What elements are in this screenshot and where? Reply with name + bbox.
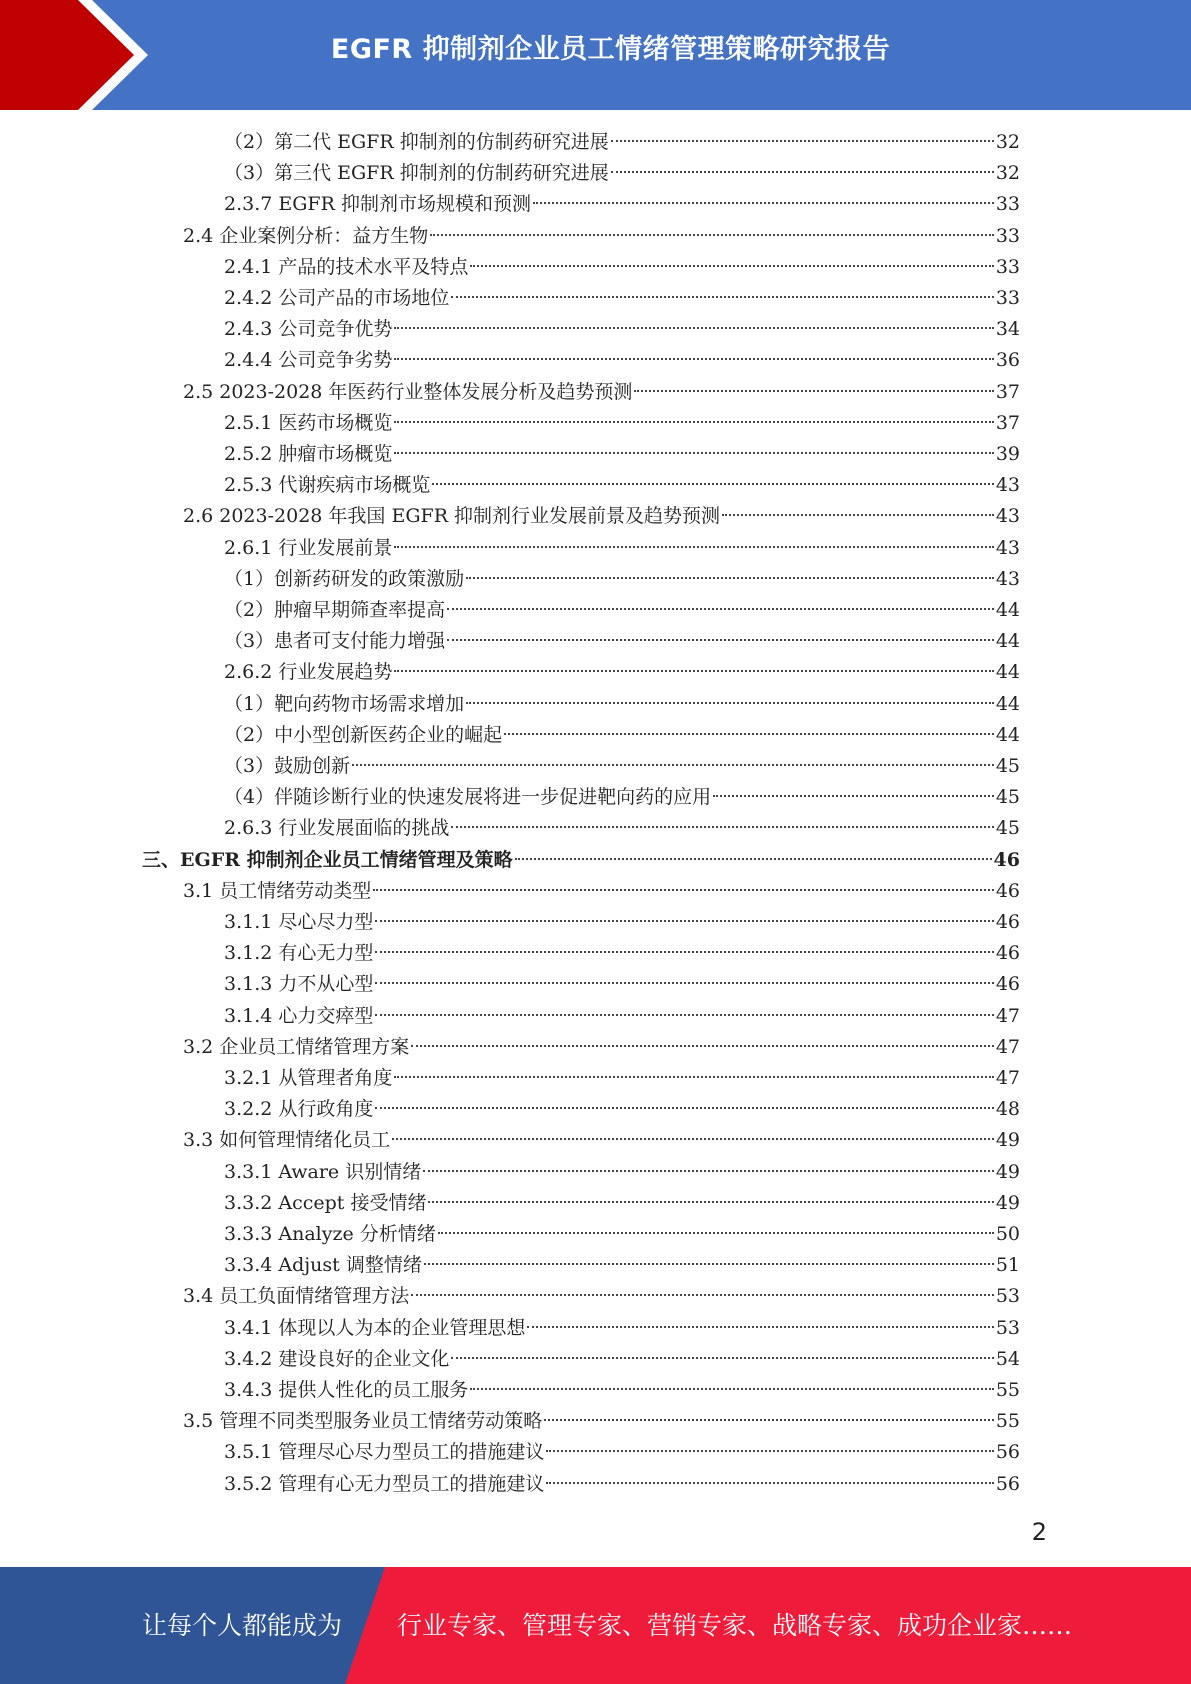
toc-entry-label: 3.1.4 心力交瘁型: [224, 1004, 374, 1027]
toc-entry-label: 2.4.4 公司竞争劣势: [224, 349, 393, 372]
toc-entry-label: 3.3.1 Aware 识别情绪: [224, 1160, 422, 1183]
toc-entry-label: 3.3 如何管理情绪化员工: [183, 1129, 391, 1152]
toc-dot-leader: [470, 265, 993, 267]
toc-entry-page: 56: [995, 1472, 1020, 1495]
toc-entry[interactable]: [224, 969, 1020, 1000]
toc-entry-label: （1）创新药研发的政策激励: [224, 567, 465, 590]
toc-entry-page: 32: [995, 131, 1020, 153]
toc-entry[interactable]: [224, 1188, 1020, 1219]
toc-entry-page: 45: [995, 755, 1020, 777]
toc-entry-label: 3.2.1 从管理者角度: [224, 1067, 393, 1089]
toc-dot-leader: [515, 858, 992, 860]
toc-dot-leader: [466, 702, 994, 704]
toc-entry[interactable]: [224, 907, 1020, 938]
toc-entry-page: 33: [995, 287, 1020, 309]
toc-entry-label: 2.6.1 行业发展前景: [224, 536, 393, 559]
toc-dot-leader: [447, 639, 994, 641]
toc-entry[interactable]: [183, 1125, 1020, 1156]
toc-dot-leader: [411, 1045, 994, 1047]
toc-entry[interactable]: [224, 314, 1020, 345]
toc-dot-leader: [428, 1201, 993, 1203]
toc-entry[interactable]: [224, 127, 1020, 158]
toc-entry-label: 2.5.3 代谢疾病市场概览: [224, 474, 431, 497]
toc-dot-leader: [451, 296, 993, 298]
toc-dot-leader: [533, 202, 994, 204]
toc-entry-page: 55: [995, 1379, 1020, 1401]
toc-entry[interactable]: [224, 408, 1020, 439]
toc-dot-leader: [411, 1294, 994, 1296]
toc-entry-label: 3.5.2 管理有心无力型员工的措施建议: [224, 1472, 545, 1495]
toc-entry[interactable]: [224, 564, 1020, 595]
toc-entry-label: 2.5.2 肿瘤市场概览: [224, 443, 393, 465]
toc-dot-leader: [634, 390, 993, 392]
toc-dot-leader: [544, 1419, 994, 1421]
toc-entry-page: 39: [995, 443, 1020, 465]
toc-entry-label: 2.4.2 公司产品的市场地位: [224, 287, 450, 309]
toc-dot-leader: [394, 1076, 993, 1078]
toc-entry-label: 3.1 员工情绪劳动类型: [183, 879, 372, 902]
toc-dot-leader: [394, 452, 993, 454]
toc-dot-leader: [424, 1263, 994, 1265]
toc-entry-page: 46: [995, 973, 1020, 996]
toc-entry-label: 2.6.3 行业发展面临的挑战: [224, 817, 450, 840]
toc-entry-page: 53: [995, 1316, 1020, 1339]
toc-entry[interactable]: [224, 189, 1020, 220]
toc-dot-leader: [438, 1232, 994, 1234]
toc-entry-label: 3.2.2 从行政角度: [224, 1098, 374, 1121]
page-header: [0, 0, 1191, 110]
report-title: EGFR 抑制剂企业员工情绪管理策略研究报告: [330, 34, 891, 65]
toc-entry-page: 36: [995, 349, 1020, 372]
toc-entry-label: 3.3.3 Analyze 分析情绪: [224, 1223, 436, 1245]
toc-entry-label: （2）肿瘤早期筛查率提高: [224, 599, 446, 621]
toc-dot-leader: [451, 1357, 993, 1359]
toc-dot-leader: [375, 1107, 993, 1109]
toc-entry[interactable]: [224, 345, 1020, 376]
toc-entry-page: 54: [995, 1347, 1020, 1370]
toc-entry-page: 53: [995, 1285, 1020, 1308]
toc-entry-page: 37: [995, 411, 1020, 434]
toc-dot-leader: [394, 546, 993, 548]
toc-entry-label: 2.3.7 EGFR 抑制剂市场规模和预测: [224, 193, 531, 216]
toc-entry-label: 2.4.1 产品的技术水平及特点: [224, 255, 469, 278]
toc-dot-leader: [611, 140, 994, 142]
toc-entry[interactable]: [224, 626, 1020, 657]
toc-dot-leader: [611, 171, 994, 173]
toc-entry-page: 47: [995, 1004, 1020, 1027]
toc-entry[interactable]: [224, 1001, 1020, 1032]
toc-entry[interactable]: [183, 1032, 1020, 1063]
toc-entry[interactable]: [183, 221, 1020, 252]
toc-entry-label: 3.4.2 建设良好的企业文化: [224, 1347, 450, 1370]
toc-entry-page: 49: [995, 1191, 1020, 1214]
toc-entry-label: 2.4 企业案例分析：益方生物: [183, 224, 429, 247]
toc-entry[interactable]: [224, 1344, 1020, 1375]
toc-entry[interactable]: [183, 501, 1020, 532]
toc-entry-page: 51: [995, 1254, 1020, 1277]
toc-entry-page: 56: [995, 1441, 1020, 1464]
toc-dot-leader: [432, 483, 993, 485]
toc-entry-page: 44: [995, 630, 1020, 653]
toc-entry-page: 32: [995, 162, 1020, 185]
toc-dot-leader: [375, 920, 993, 922]
toc-entry-page: 44: [995, 723, 1020, 746]
toc-dot-leader: [527, 1326, 993, 1328]
toc-entry[interactable]: [224, 1375, 1020, 1406]
toc-entry-page: 43: [995, 536, 1020, 559]
toc-entry[interactable]: [183, 377, 1020, 408]
toc-entry-label: 2.6.2 行业发展趋势: [224, 661, 393, 684]
toc-entry-page: 43: [995, 567, 1020, 590]
toc-entry-page: 44: [995, 661, 1020, 684]
toc-entry[interactable]: [224, 689, 1020, 720]
toc-dot-leader: [394, 670, 993, 672]
toc-entry-page: 55: [995, 1410, 1020, 1433]
toc-entry-label: 3.4.3 提供人性化的员工服务: [224, 1379, 469, 1401]
toc-entry-page: 33: [995, 193, 1020, 216]
toc-entry[interactable]: [142, 845, 1020, 876]
toc-dot-leader: [447, 608, 994, 610]
toc-entry-page: 46: [995, 879, 1020, 902]
toc-entry[interactable]: [224, 657, 1020, 688]
toc-entry-label: （3）患者可支付能力增强: [224, 630, 446, 653]
toc-dot-leader: [352, 764, 994, 766]
toc-entry[interactable]: [224, 439, 1020, 470]
toc-entry-label: 3.2 企业员工情绪管理方案: [183, 1035, 410, 1058]
toc-entry-label: 3.5.1 管理尽心尽力型员工的措施建议: [224, 1441, 545, 1464]
toc-dot-leader: [546, 1482, 993, 1484]
toc-entry-label: （4）伴随诊断行业的快速发展将进一步促进靶向药的应用: [224, 786, 712, 809]
toc-entry-page: 49: [995, 1129, 1020, 1152]
toc-entry-page: 45: [995, 786, 1020, 809]
toc-entry-page: 49: [995, 1160, 1020, 1183]
toc-entry[interactable]: [183, 876, 1020, 907]
toc-entry-page: 47: [995, 1067, 1020, 1089]
toc-entry[interactable]: [224, 1250, 1020, 1281]
toc-entry[interactable]: [224, 252, 1020, 283]
toc-entry-page: 50: [995, 1223, 1020, 1245]
toc-entry[interactable]: [224, 1313, 1020, 1344]
toc-entry-label: 2.5.1 医药市场概览: [224, 411, 393, 434]
toc-dot-leader: [430, 234, 994, 236]
toc-entry[interactable]: [224, 1157, 1020, 1188]
toc-entry-label: 2.5 2023-2028 年医药行业整体发展分析及趋势预测: [183, 380, 633, 403]
toc-entry[interactable]: [224, 1063, 1020, 1094]
toc-dot-leader: [373, 889, 994, 891]
toc-entry[interactable]: [224, 813, 1020, 844]
toc-dot-leader: [392, 1138, 994, 1140]
toc-entry[interactable]: [224, 1437, 1020, 1468]
toc-dot-leader: [722, 514, 994, 516]
footer-slogan-right: 行业专家、管理专家、营销专家、战略专家、成功企业家……: [397, 1611, 1073, 1640]
toc-entry-page: 43: [995, 474, 1020, 497]
toc-dot-leader: [394, 421, 993, 423]
toc-dot-leader: [451, 826, 993, 828]
toc-dot-leader: [470, 1388, 993, 1390]
toc-dot-leader: [394, 358, 993, 360]
toc-entry-label: 3.5 管理不同类型服务业员工情绪劳动策略: [183, 1410, 543, 1433]
page-footer: [0, 1567, 1191, 1684]
toc-entry-label: 三、EGFR 抑制剂企业员工情绪管理及策略: [142, 848, 513, 871]
toc-entry[interactable]: [183, 1406, 1020, 1437]
toc-entry-label: 3.1.1 尽心尽力型: [224, 911, 374, 933]
footer-slogan-left: 让每个人都能成为: [142, 1611, 343, 1640]
toc-entry-page: 46: [995, 942, 1020, 965]
toc-entry[interactable]: [224, 158, 1020, 189]
toc-entry-page: 46: [995, 911, 1020, 933]
toc-dot-leader: [423, 1170, 994, 1172]
toc-dot-leader: [504, 733, 994, 735]
toc-entry[interactable]: [224, 1469, 1020, 1500]
toc-dot-leader: [375, 982, 993, 984]
toc-entry-page: 44: [995, 692, 1020, 715]
toc-dot-leader: [713, 795, 994, 797]
toc-entry-label: （3）鼓励创新: [224, 755, 351, 777]
toc-entry[interactable]: [224, 1219, 1020, 1250]
toc-entry-label: （3）第三代 EGFR 抑制剂的仿制药研究进展: [224, 162, 609, 185]
page-number: 2: [1031, 1518, 1047, 1546]
toc-entry-page: 48: [995, 1098, 1020, 1121]
toc-entry-label: 3.4.1 体现以人为本的企业管理思想: [224, 1316, 526, 1339]
toc-entry[interactable]: [224, 470, 1020, 501]
toc-entry[interactable]: [224, 782, 1020, 813]
toc-entry-page: 44: [995, 599, 1020, 621]
toc-entry[interactable]: [224, 751, 1020, 782]
toc-entry[interactable]: [224, 720, 1020, 751]
toc-entry-label: （2）第二代 EGFR 抑制剂的仿制药研究进展: [224, 131, 609, 153]
toc-entry[interactable]: [224, 938, 1020, 969]
toc-entry-page: 45: [995, 817, 1020, 840]
toc-dot-leader: [466, 577, 994, 579]
toc-entry-label: 2.4.3 公司竞争优势: [224, 318, 393, 341]
toc-entry-label: 3.3.2 Accept 接受情绪: [224, 1191, 427, 1214]
toc-entry-page: 33: [995, 224, 1020, 247]
toc-entry-label: 3.1.3 力不从心型: [224, 973, 374, 996]
toc-entry-label: 3.4 员工负面情绪管理方法: [183, 1285, 410, 1308]
toc-dot-leader: [375, 1014, 993, 1016]
toc-entry-label: 3.1.2 有心无力型: [224, 942, 374, 965]
toc-entry-label: （2）中小型创新医药企业的崛起: [224, 723, 503, 746]
toc-entry-page: 47: [995, 1035, 1020, 1058]
toc-entry[interactable]: [224, 283, 1020, 314]
toc-entry[interactable]: [224, 595, 1020, 626]
toc-entry-page: 34: [995, 318, 1020, 341]
toc-entry-label: 3.3.4 Adjust 调整情绪: [224, 1254, 422, 1277]
toc-entry[interactable]: [224, 1094, 1020, 1125]
toc-entry-label: （1）靶向药物市场需求增加: [224, 692, 465, 715]
toc-entry[interactable]: [183, 1281, 1020, 1312]
toc-dot-leader: [375, 951, 993, 953]
toc-entry-page: 46: [993, 848, 1020, 871]
toc-entry-page: 43: [995, 505, 1020, 528]
toc-entry-label: 2.6 2023-2028 年我国 EGFR 抑制剂行业发展前景及趋势预测: [183, 505, 721, 528]
toc-dot-leader: [394, 327, 993, 329]
toc-entry-page: 33: [995, 255, 1020, 278]
toc-entry[interactable]: [224, 533, 1020, 564]
toc-entry-page: 37: [995, 380, 1020, 403]
toc-dot-leader: [546, 1450, 993, 1452]
